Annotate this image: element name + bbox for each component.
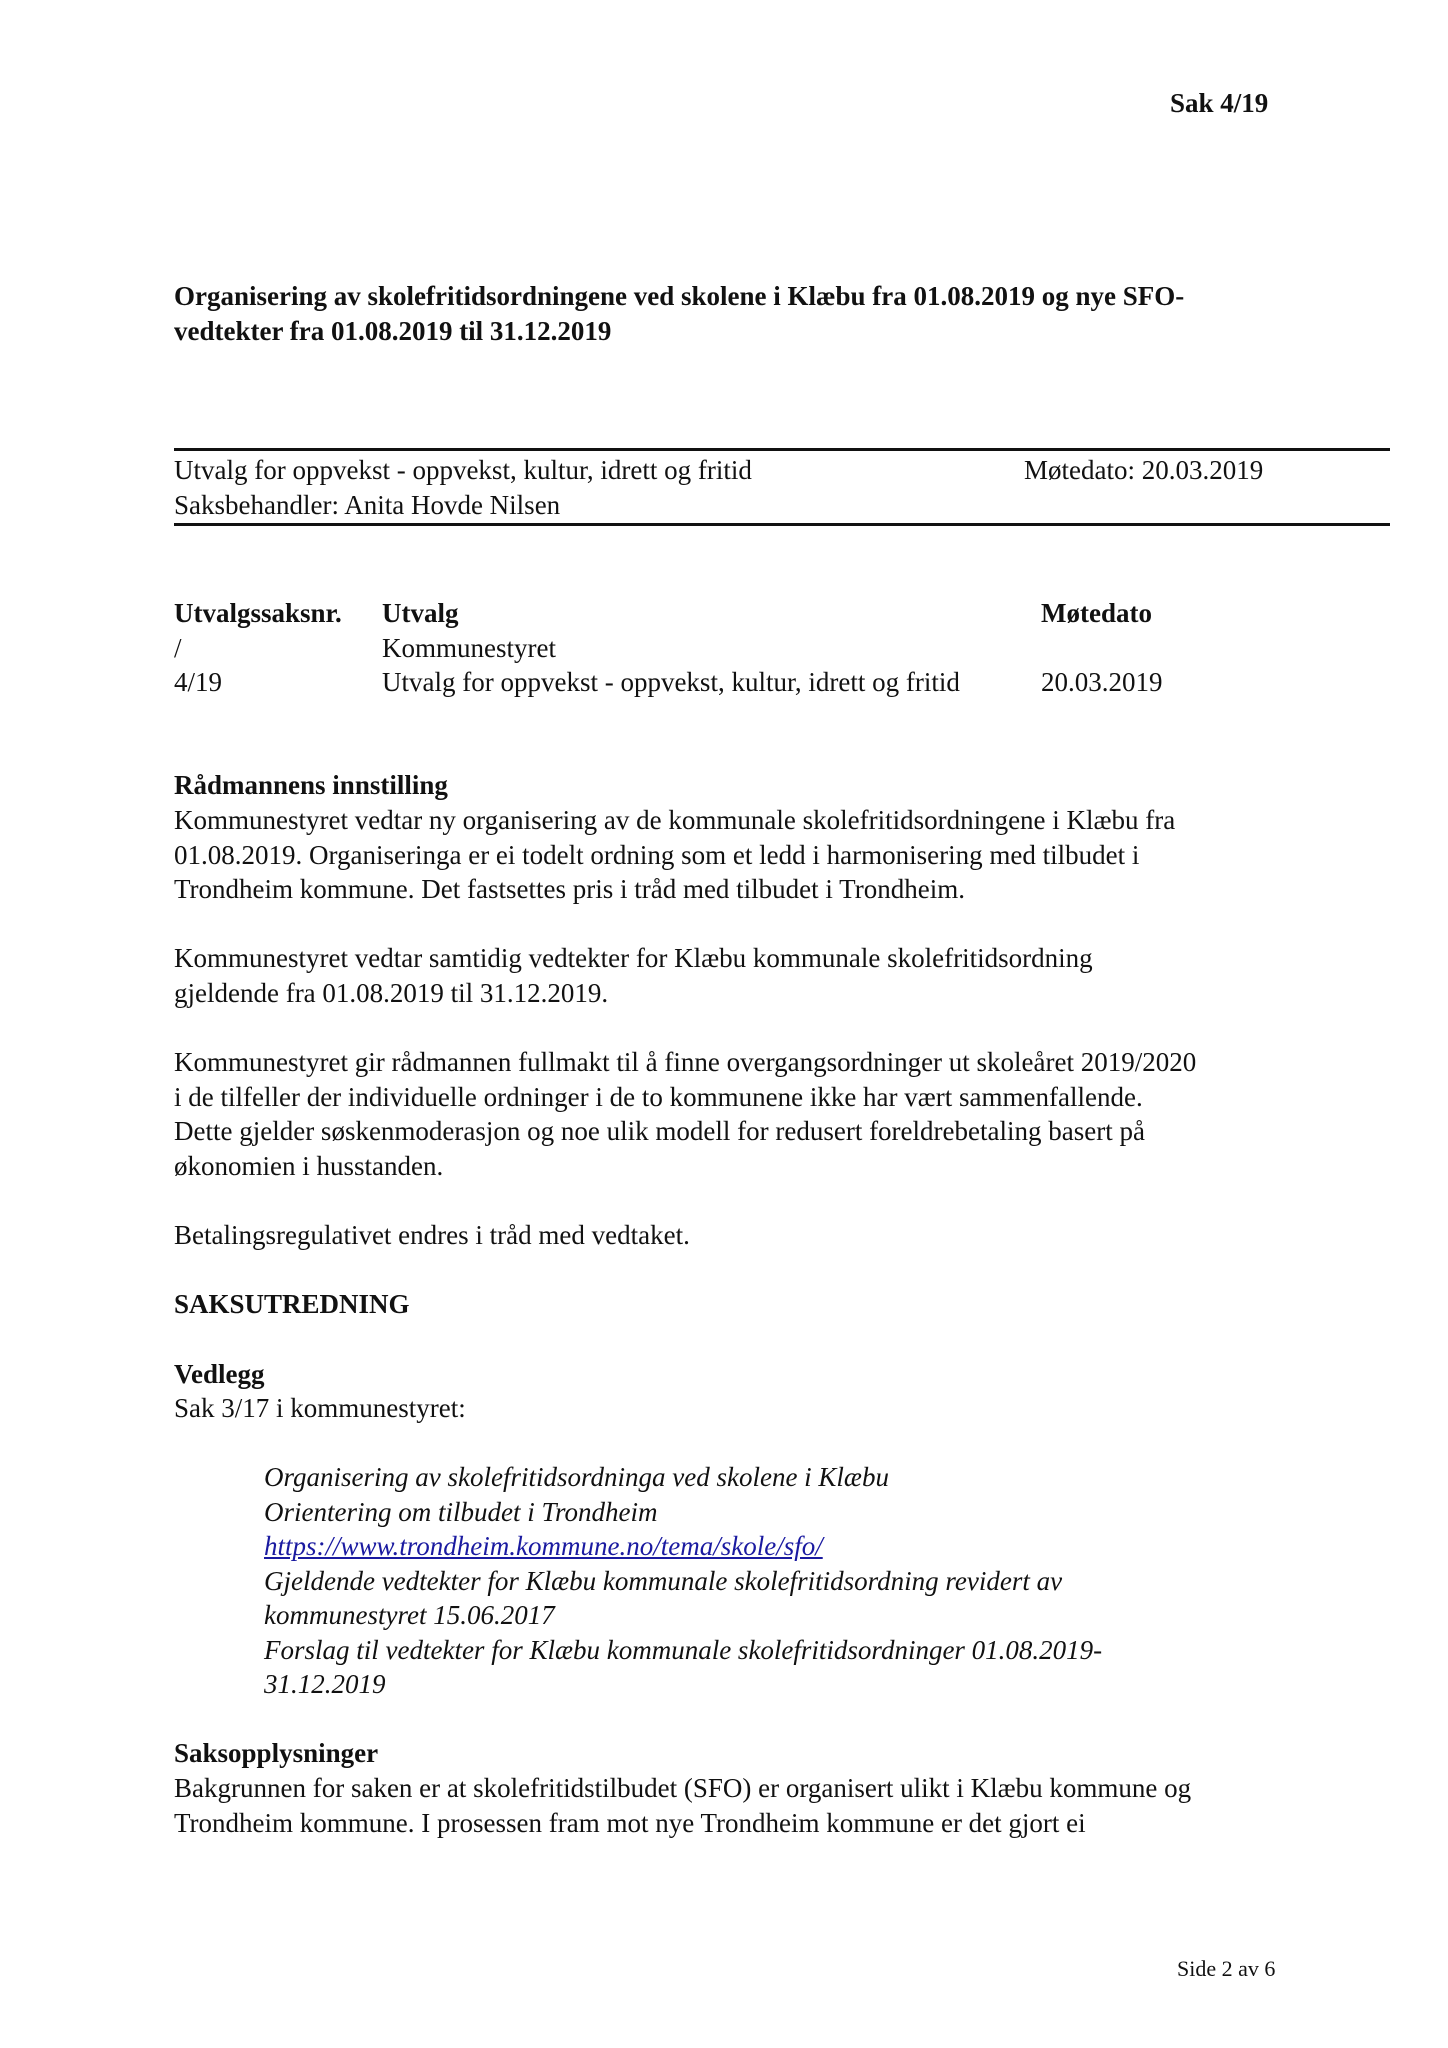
- text-line: gjeldende fra 01.08.2019 til 31.12.2019.: [174, 977, 609, 1008]
- top-rule: [174, 448, 1390, 451]
- header-case-no: Utvalgssaksnr.: [174, 598, 342, 628]
- recommendation-paragraph-3: [174, 1045, 1196, 1183]
- text-line: Trondheim kommune. I prosessen fram mot nye Trondheim kommune er det gjort ei: [174, 1807, 1086, 1838]
- title-line-1: Organisering av skolefritidsordningene ved skolene i Klæbu fra 01.08.2019 og nye SFO-: [174, 281, 1185, 311]
- text-line: Kommunestyret gir rådmannen fullmakt til å finne overgangsordninger ut skoleåret 2019/2020: [174, 1047, 1197, 1077]
- recommendation-heading: Rådmannens innstilling: [174, 770, 448, 800]
- attachment-item: 31.12.2019: [264, 1669, 386, 1699]
- recommendation-paragraph-4: Betalingsregulativet endres i tråd med vedtaket.: [174, 1220, 690, 1250]
- document-title: [174, 279, 1184, 348]
- page-number: Side 2 av 6: [1177, 1956, 1276, 1981]
- row-committee: Kommunestyret: [382, 632, 556, 663]
- attachments-heading: Vedlegg: [174, 1359, 265, 1389]
- header-committee: Utvalg: [382, 598, 459, 628]
- committee-name: Utvalg for oppvekst - oppvekst, kultur, idrett og fritid: [174, 455, 752, 485]
- row-case-no: 4/19: [174, 667, 223, 697]
- info-paragraph: [174, 1771, 1191, 1840]
- table-header-row: [174, 596, 1274, 631]
- row-meeting-date: 20.03.2019: [1041, 667, 1163, 697]
- meeting-date: Møtedato: 20.03.2019: [1024, 455, 1264, 485]
- case-number: Sak 4/19: [1170, 88, 1269, 118]
- table-row: [174, 665, 1274, 700]
- case-officer: Saksbehandler: Anita Hovde Nilsen: [174, 490, 561, 520]
- attachment-item: kommunestyret 15.06.2017: [264, 1600, 555, 1630]
- report-heading: SAKSUTREDNING: [174, 1289, 410, 1319]
- attachment-item: Organisering av skolefritidsordninga ved skolene i Klæbu: [264, 1462, 889, 1492]
- text-line: 01.08.2019. Organiseringa er ei todelt ordning som et ledd i harmonisering med tilbudet i: [174, 839, 1140, 870]
- header-meeting-date: Møtedato: [1041, 598, 1152, 628]
- title-line-2: vedtekter fra 01.08.2019 til 31.12.2019: [174, 315, 612, 346]
- text-line: Kommunestyret vedtar samtidig vedtekter for Klæbu kommunale skolefritidsordning: [174, 943, 1093, 973]
- bottom-rule: [174, 523, 1390, 526]
- table-row: [174, 631, 1274, 666]
- attachments-list: [264, 1460, 1102, 1702]
- attachment-item: Gjeldende vedtekter for Klæbu kommunale skolefritidsordning revidert av: [264, 1565, 1063, 1596]
- attachment-item: Forslag til vedtekter for Klæbu kommunale skolefritidsordninger 01.08.2019-: [264, 1634, 1103, 1665]
- attachment-item: Orientering om tilbudet i Trondheim: [264, 1496, 658, 1527]
- attachments-intro: Sak 3/17 i kommunestyret:: [174, 1393, 466, 1423]
- text-line: Kommunestyret vedtar ny organisering av de kommunale skolefritidsordningene i Klæbu fra: [174, 805, 1176, 835]
- text-line: i de tilfeller der individuelle ordninger i de to kommunene ikke har vært sammenfallende.: [174, 1081, 1143, 1112]
- text-line: Dette gjelder søskenmoderasjon og noe ulik modell for redusert foreldrebetaling basert på: [174, 1116, 1145, 1146]
- row-case-no: /: [174, 632, 182, 663]
- text-line: økonomien i husstanden.: [174, 1150, 444, 1181]
- attachment-link[interactable]: https://www.trondheim.kommune.no/tema/skole/sfo/: [264, 1531, 823, 1561]
- text-line: Trondheim kommune. Det fastsettes pris i tråd med tilbudet i Trondheim.: [174, 874, 965, 904]
- recommendation-paragraph-1: [174, 803, 1175, 907]
- text-line: Bakgrunnen for saken er at skolefritidstilbudet (SFO) er organisert ulikt i Klæbu kommune og: [174, 1773, 1192, 1803]
- info-heading: Saksopplysninger: [174, 1738, 379, 1768]
- committee-table: [174, 596, 1274, 700]
- row-committee: Utvalg for oppvekst - oppvekst, kultur, idrett og fritid: [382, 667, 960, 697]
- recommendation-paragraph-2: [174, 941, 1093, 1010]
